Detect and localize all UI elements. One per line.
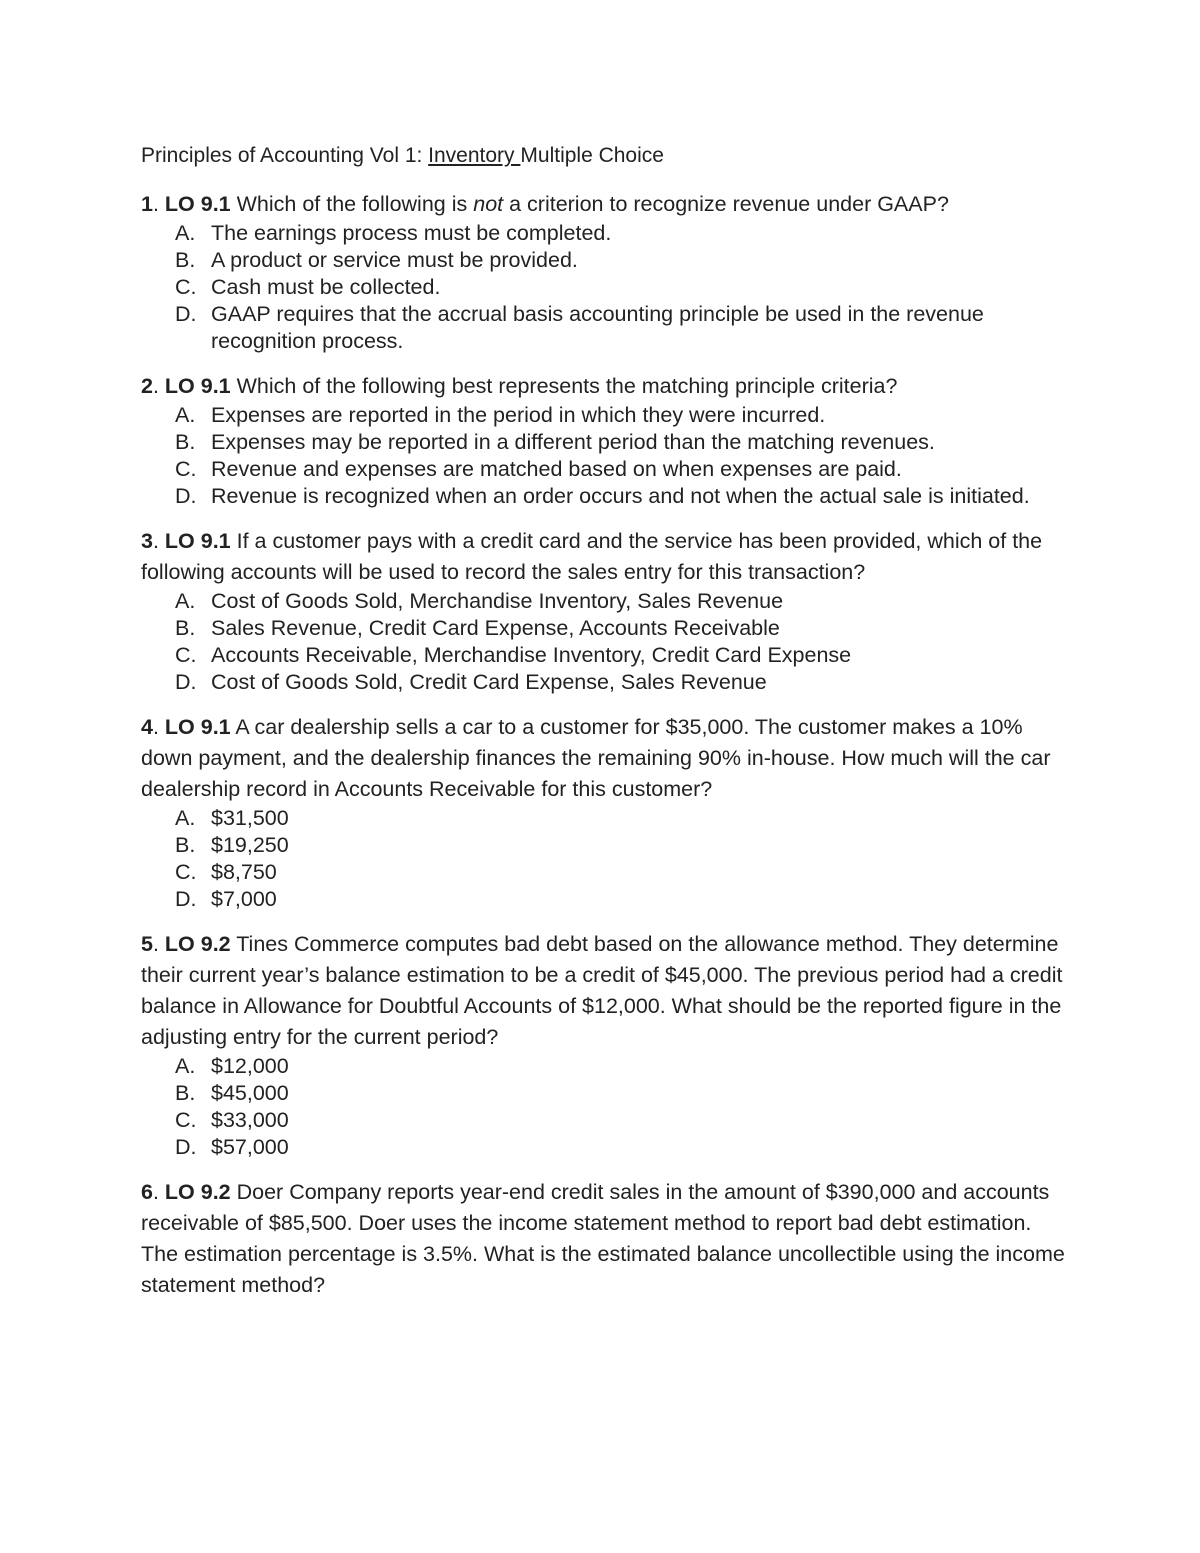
answer-option bbox=[175, 832, 1071, 859]
question-number: 4 bbox=[141, 715, 153, 739]
option-letter: D. bbox=[175, 670, 197, 694]
option-letter: C. bbox=[175, 275, 197, 299]
option-letter: A. bbox=[175, 403, 196, 427]
question-text: a criterion to recognize revenue under GAAP? bbox=[503, 192, 949, 216]
answer-option bbox=[175, 859, 1071, 886]
option-text: $45,000 bbox=[211, 1081, 289, 1105]
answer-option bbox=[175, 402, 1071, 429]
learning-objective: LO 9.1 bbox=[164, 715, 231, 739]
option-text: Cost of Goods Sold, Credit Card Expense, Sales Revenue bbox=[211, 670, 767, 694]
question-number: 1 bbox=[141, 192, 153, 216]
option-letter: B. bbox=[175, 1081, 196, 1105]
question-separator: . bbox=[152, 1180, 165, 1204]
answer-option bbox=[175, 1134, 1071, 1161]
document-page bbox=[141, 141, 1071, 1317]
option-letter: B. bbox=[175, 248, 196, 272]
question-number: 6 bbox=[141, 1180, 153, 1204]
question-number: 5 bbox=[141, 932, 153, 956]
option-text: A product or service must be provided. bbox=[211, 248, 578, 272]
option-text: Cash must be collected. bbox=[211, 275, 441, 299]
question-text: A car dealership sells a car to a customer for $35,000. The customer makes a 10% down payment, and the dealership finances the remaining 90% in-house. How much will the car dealership record in Accounts Receivable for this customer? bbox=[141, 715, 1051, 801]
answer-option bbox=[175, 456, 1071, 483]
option-letter: D. bbox=[175, 302, 197, 326]
option-letter: D. bbox=[175, 484, 197, 508]
answer-option bbox=[175, 669, 1071, 696]
answer-option bbox=[175, 588, 1071, 615]
option-letter: B. bbox=[175, 430, 196, 454]
question-stem bbox=[141, 189, 1071, 220]
answer-option bbox=[175, 1053, 1071, 1080]
answer-option bbox=[175, 274, 1071, 301]
option-letter: D. bbox=[175, 1135, 197, 1159]
option-text: GAAP requires that the accrual basis accounting principle be used in the revenue recognition process. bbox=[211, 302, 984, 353]
question-1 bbox=[141, 189, 1071, 355]
option-letter: A. bbox=[175, 806, 196, 830]
option-text: $19,250 bbox=[211, 833, 289, 857]
question-separator: . bbox=[152, 932, 165, 956]
title-suffix: Multiple Choice bbox=[520, 144, 664, 167]
learning-objective: LO 9.2 bbox=[164, 932, 231, 956]
option-text: $12,000 bbox=[211, 1054, 289, 1078]
question-stem bbox=[141, 712, 1071, 805]
answer-option bbox=[175, 886, 1071, 913]
answer-option bbox=[175, 247, 1071, 274]
option-letter: A. bbox=[175, 1054, 196, 1078]
question-2 bbox=[141, 371, 1071, 510]
title-prefix: Principles of Accounting Vol 1: bbox=[141, 144, 429, 167]
option-letter: C. bbox=[175, 1108, 197, 1132]
option-text: $57,000 bbox=[211, 1135, 289, 1159]
learning-objective: LO 9.2 bbox=[164, 1180, 231, 1204]
answer-option bbox=[175, 615, 1071, 642]
question-text: Which of the following best represents the matching principle criteria? bbox=[230, 374, 898, 398]
option-letter: C. bbox=[175, 457, 197, 481]
learning-objective: LO 9.1 bbox=[164, 529, 231, 553]
option-text: Cost of Goods Sold, Merchandise Inventory, Sales Revenue bbox=[211, 589, 784, 613]
question-4 bbox=[141, 712, 1071, 913]
answer-option bbox=[175, 1107, 1071, 1134]
option-text: $33,000 bbox=[211, 1108, 289, 1132]
answer-option bbox=[175, 642, 1071, 669]
option-letter: C. bbox=[175, 643, 197, 667]
question-separator: . bbox=[152, 374, 165, 398]
option-text: Expenses may be reported in a different period than the matching revenues. bbox=[211, 430, 935, 454]
learning-objective: LO 9.1 bbox=[164, 192, 231, 216]
question-text: Which of the following is bbox=[230, 192, 474, 216]
question-emphasis: not bbox=[473, 192, 504, 216]
question-6 bbox=[141, 1177, 1071, 1301]
answer-options bbox=[141, 588, 1071, 696]
answer-options bbox=[141, 805, 1071, 913]
answer-option bbox=[175, 220, 1071, 247]
answer-options bbox=[141, 1053, 1071, 1161]
question-stem bbox=[141, 929, 1071, 1053]
document-title bbox=[141, 141, 1071, 171]
answer-option bbox=[175, 805, 1071, 832]
answer-option bbox=[175, 301, 1071, 355]
option-letter: D. bbox=[175, 887, 197, 911]
option-text: Revenue is recognized when an order occurs and not when the actual sale is initiated. bbox=[211, 484, 1030, 508]
option-text: Expenses are reported in the period in which they were incurred. bbox=[211, 403, 826, 427]
answer-option bbox=[175, 483, 1071, 510]
question-separator: . bbox=[152, 529, 165, 553]
question-stem bbox=[141, 1177, 1071, 1301]
learning-objective: LO 9.1 bbox=[164, 374, 231, 398]
option-letter: B. bbox=[175, 616, 196, 640]
option-letter: A. bbox=[175, 221, 196, 245]
question-number: 3 bbox=[141, 529, 153, 553]
option-letter: A. bbox=[175, 589, 196, 613]
option-text: Accounts Receivable, Merchandise Inventory, Credit Card Expense bbox=[211, 643, 852, 667]
question-stem bbox=[141, 371, 1071, 402]
question-text: If a customer pays with a credit card and the service has been provided, which of the following accounts will be used to record the sales entry for this transaction? bbox=[141, 529, 1043, 584]
question-text: Tines Commerce computes bad debt based on the allowance method. They determine their current year’s balance estimation to be a credit of $45,000. The previous period had a credit balance in Allowance for Doubtful Accounts of $12,000. What should be the reported figure in the adjusting entry for the current period? bbox=[141, 932, 1063, 1049]
question-separator: . bbox=[152, 715, 165, 739]
option-text: Sales Revenue, Credit Card Expense, Accounts Receivable bbox=[211, 616, 780, 640]
option-text: The earnings process must be completed. bbox=[211, 221, 612, 245]
option-text: Revenue and expenses are matched based on when expenses are paid. bbox=[211, 457, 902, 481]
question-separator: . bbox=[152, 192, 165, 216]
question-stem bbox=[141, 526, 1071, 588]
question-number: 2 bbox=[141, 374, 153, 398]
answer-options bbox=[141, 220, 1071, 355]
answer-option bbox=[175, 429, 1071, 456]
question-3 bbox=[141, 526, 1071, 696]
option-letter: B. bbox=[175, 833, 196, 857]
option-letter: C. bbox=[175, 860, 197, 884]
option-text: $8,750 bbox=[211, 860, 277, 884]
option-text: $31,500 bbox=[211, 806, 289, 830]
option-text: $7,000 bbox=[211, 887, 277, 911]
answer-options bbox=[141, 402, 1071, 510]
answer-option bbox=[175, 1080, 1071, 1107]
question-text: Doer Company reports year-end credit sales in the amount of $390,000 and accounts receivable of $85,500. Doer uses the income statement method to report bad debt estimation. The estimation percentage is 3.5%. What is the estimated balance uncollectible using the income statement method? bbox=[141, 1180, 1065, 1297]
title-topic: Inventory bbox=[428, 144, 521, 167]
question-5 bbox=[141, 929, 1071, 1161]
